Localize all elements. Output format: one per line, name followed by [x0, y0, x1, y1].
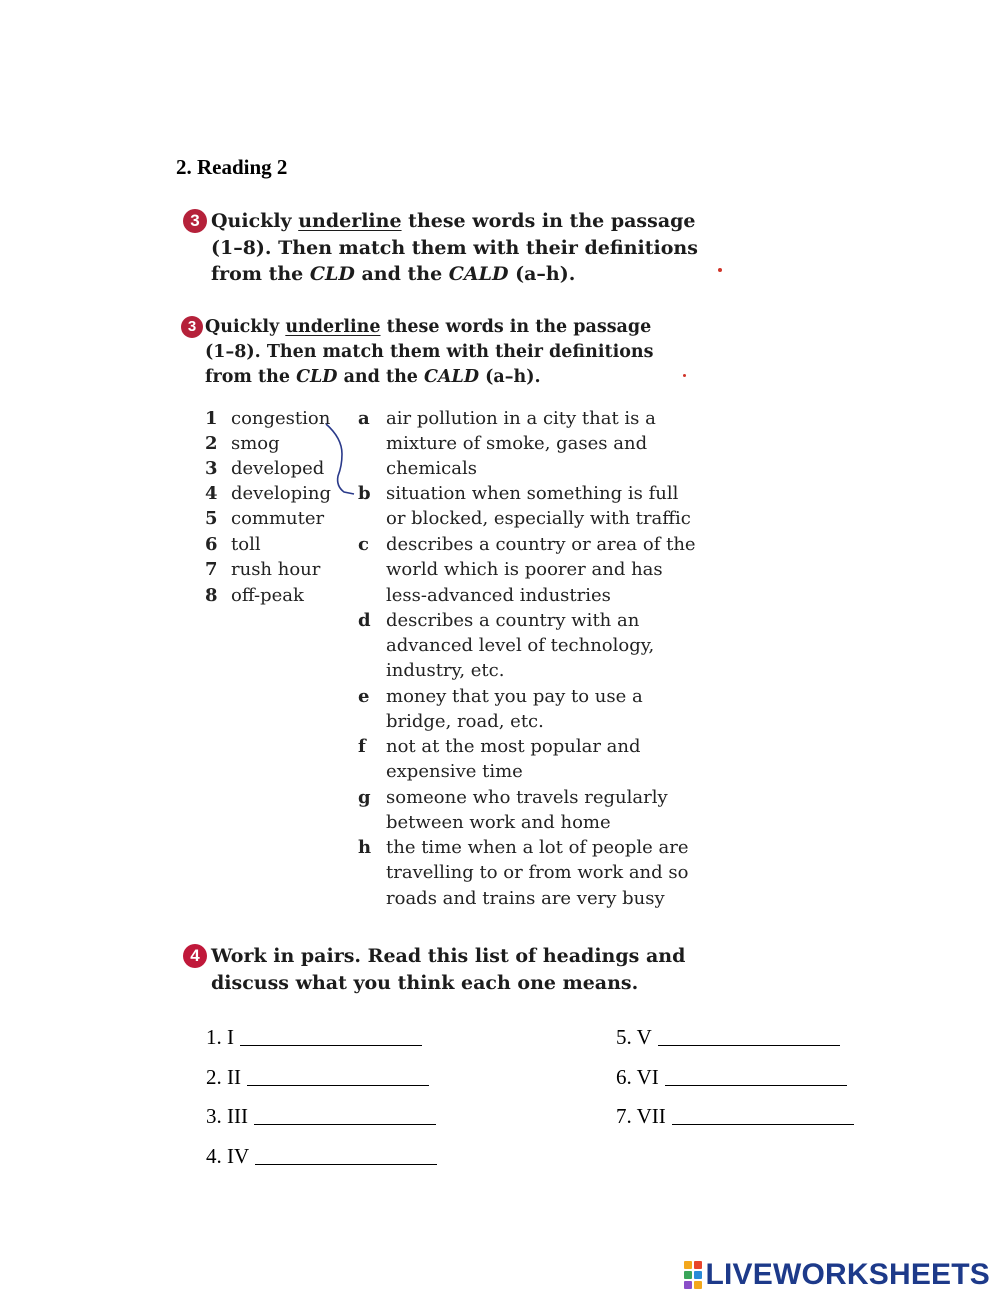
exercise3-number-badge: 3 — [181, 316, 203, 338]
instruction-text: these words in the passage — [401, 210, 696, 232]
stray-dot — [718, 268, 722, 272]
definition-line: mixture of smoke, gases and — [386, 433, 648, 454]
definition-line: a air pollution in a city that is a — [358, 408, 656, 429]
answer-label: 5. V — [616, 1025, 652, 1049]
word-item: 1 congestion — [205, 408, 331, 429]
liveworksheets-logo — [684, 1258, 991, 1292]
answer-row — [616, 1025, 840, 1050]
definition-line: less-advanced industries — [386, 585, 611, 606]
definition-line: d describes a country with an — [358, 610, 640, 631]
word-item: 3 developed — [205, 458, 325, 479]
stray-dot — [683, 374, 686, 377]
answer-blank[interactable] — [255, 1146, 437, 1165]
definition-line: c describes a country or area of the — [358, 534, 696, 555]
answer-row — [616, 1065, 847, 1090]
definition-line: industry, etc. — [386, 660, 505, 681]
instruction-text: Quickly — [205, 317, 286, 337]
definition-line: travelling to or from work and so — [386, 862, 689, 883]
logo-text: LIVEWORKSHEETS — [705, 1258, 990, 1291]
definition-line: chemicals — [386, 458, 477, 479]
word-item: 6 toll — [205, 534, 261, 555]
instruction-underlined-word: underline — [285, 317, 381, 337]
definition-line: e money that you pay to use a — [358, 686, 643, 707]
answer-row — [616, 1104, 854, 1129]
word-item: 7 rush hour — [205, 559, 321, 580]
answer-label: 2. II — [206, 1065, 241, 1089]
answer-blank[interactable] — [247, 1067, 429, 1086]
answer-blank[interactable] — [665, 1067, 847, 1086]
logo-squares-icon — [684, 1261, 702, 1289]
instruction-text: discuss what you think each one means. — [211, 971, 639, 994]
word-item: 5 commuter — [205, 508, 325, 529]
word-item: 2 smog — [205, 433, 280, 454]
answer-blank[interactable] — [672, 1106, 854, 1125]
answer-row — [206, 1025, 422, 1050]
definition-line: roads and trains are very busy — [386, 888, 665, 909]
instruction-text: these words in the passage — [380, 317, 652, 337]
word-item: 8 off-peak — [205, 585, 304, 606]
instruction-text: from the CLD and the CALD (a–h). — [205, 367, 541, 388]
answer-label: 3. III — [206, 1104, 248, 1128]
exercise4-instruction — [183, 943, 685, 996]
exercise3-number-badge: 3 — [183, 209, 207, 233]
definition-line: advanced level of technology, — [386, 635, 655, 656]
answer-row — [206, 1065, 429, 1090]
definition-line: expensive time — [386, 761, 523, 782]
answer-label: 7. VII — [616, 1104, 666, 1128]
answer-label: 4. IV — [206, 1144, 250, 1168]
answer-label: 1. I — [206, 1025, 234, 1049]
definition-line: h the time when a lot of people are — [358, 837, 689, 858]
answer-blank[interactable] — [240, 1027, 422, 1046]
definition-line: bridge, road, etc. — [386, 711, 544, 732]
definition-line: between work and home — [386, 812, 611, 833]
section-heading: 2. Reading 2 — [176, 155, 288, 179]
answer-row — [206, 1144, 437, 1169]
instruction-text: from the CLD and the CALD (a–h). — [211, 263, 576, 286]
answer-label: 6. VI — [616, 1065, 659, 1089]
definition-line: or blocked, especially with traffic — [386, 508, 691, 529]
answer-blank[interactable] — [254, 1106, 436, 1125]
definition-line: b situation when something is full — [358, 483, 679, 504]
definition-line: f not at the most popular and — [358, 736, 641, 757]
instruction-text: (1–8). Then match them with their definitions — [205, 342, 654, 363]
word-item: 4 developing — [205, 483, 331, 504]
answer-blank[interactable] — [658, 1027, 840, 1046]
example-match-line — [320, 420, 360, 500]
instruction-text: (1–8). Then match them with their definitions — [211, 236, 698, 259]
definition-line: g someone who travels regularly — [358, 787, 668, 808]
exercise4-number-badge: 4 — [183, 944, 207, 968]
answer-row — [206, 1104, 436, 1129]
instruction-text: Quickly — [211, 210, 299, 232]
exercise3-instruction-large — [183, 208, 698, 288]
exercise3-instruction-small — [181, 315, 653, 390]
instruction-text: Work in pairs. Read this list of headings and — [211, 945, 686, 967]
instruction-underlined-word: underline — [298, 210, 402, 232]
definition-line: world which is poorer and has — [386, 559, 663, 580]
